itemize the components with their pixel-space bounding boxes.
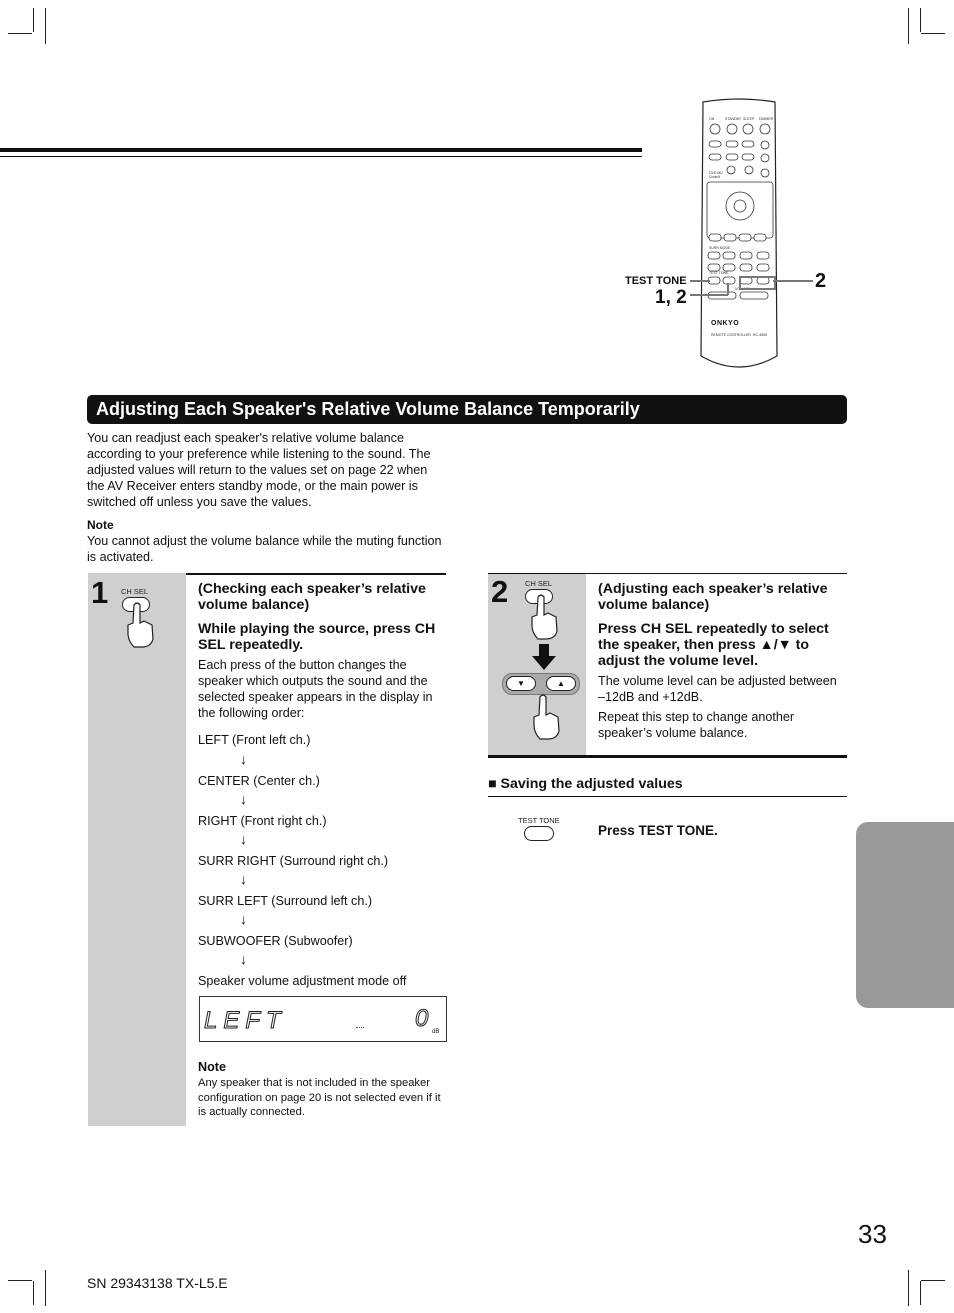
intro-text: You can readjust each speaker's relative volume balance according to your preference while listening to the sound. The adjusted values will return to the values set on page 22 when the AV Receiver enters standby mode, or the main power is switched off unless you save the values. (87, 431, 431, 509)
step-2-button-label: CH SEL (525, 579, 553, 588)
svg-text:SURR MODE: SURR MODE (709, 246, 731, 250)
sequence-arrow: ↓ (240, 871, 247, 887)
crop-mark (920, 1281, 921, 1305)
step-2-number: 2 (491, 574, 509, 609)
svg-text:TEST TONE: TEST TONE (709, 271, 729, 275)
step-1-note-text: Any speaker that is not included in the speaker configuration on page 20 is not selected even if it is actually connected. (198, 1077, 441, 1118)
crop-mark (908, 8, 909, 44)
callout-test-tone: TEST TONE (625, 275, 687, 287)
step-2-rule-top (488, 573, 847, 574)
lcd-value: 0 (415, 1005, 429, 1032)
step-2-heading-2: Press CH SEL repeatedly to select the speaker, then press ▲/▼ to adjust the volume level. (598, 621, 829, 669)
step-2-rule-bottom (488, 755, 847, 758)
sequence-item: LEFT (Front left ch.) (198, 733, 311, 747)
step-1-note-heading: Note (198, 1060, 226, 1074)
page-number: 33 (858, 1219, 887, 1249)
volume-up-button: ▲ (546, 676, 576, 691)
lcd-display (199, 996, 447, 1042)
header-rule-thin (0, 156, 642, 157)
sequence-arrow: ↓ (240, 791, 247, 807)
crop-mark (45, 1270, 46, 1306)
saving-heading: ■ Saving the adjusted values (488, 776, 847, 797)
callout-line-12 (690, 294, 728, 296)
crop-mark (33, 8, 34, 32)
svg-text:VOLUME: VOLUME (735, 287, 750, 291)
crop-mark (920, 8, 921, 32)
step-2 (488, 573, 847, 758)
callout-line-2 (773, 280, 813, 282)
sequence-arrow: ↓ (240, 911, 247, 927)
step-2-body-1: The volume level can be adjusted between –12dB and +12dB. (598, 674, 837, 704)
lcd-unit: dB (432, 1029, 440, 1035)
sequence-item: SURR LEFT (Surround left ch.) (198, 894, 373, 908)
remote-brand: ONKYO (711, 320, 740, 327)
callout-step-2: 2 (815, 270, 827, 292)
down-arrow-icon (532, 644, 556, 670)
svg-text:SLEEP: SLEEP (743, 117, 755, 121)
step-1-number: 1 (91, 575, 109, 610)
saving-instruction: Press TEST TONE. (598, 823, 718, 838)
callout-line-tt (690, 280, 710, 282)
hand-press-icon (528, 593, 560, 641)
crop-mark (921, 1280, 945, 1281)
svg-text:REMOTE CONTROLLER: REMOTE CONTROLLER (711, 333, 751, 337)
lcd-text: LEFT (204, 1007, 287, 1034)
sequence-item: Speaker volume adjustment mode off (198, 974, 407, 988)
crop-mark (908, 1270, 909, 1306)
remote-illustration (695, 98, 783, 374)
hand-press-icon (124, 601, 156, 649)
crop-mark (33, 1281, 34, 1305)
step-1-rule (186, 573, 446, 575)
footer-code: SN 29343138 TX-L5.E (87, 1275, 228, 1291)
hand-press-icon (530, 693, 562, 741)
chapter-tab (856, 822, 954, 1008)
remote-highlight-box (739, 276, 776, 290)
svg-text:Control: Control (709, 175, 721, 179)
step-1-heading-2: While playing the source, press CH SEL repeatedly. (198, 621, 436, 653)
step-1 (88, 573, 446, 1126)
crop-mark (8, 1280, 32, 1281)
svg-text:RC-455S: RC-455S (753, 333, 768, 337)
svg-text:STANDBY: STANDBY (725, 117, 742, 121)
crop-mark (45, 8, 46, 44)
step-1-sidebar (88, 573, 186, 1126)
sequence-item: SURR RIGHT (Surround right ch.) (198, 854, 389, 868)
lcd-colon (356, 1027, 364, 1029)
svg-text:DIMMER: DIMMER (759, 117, 774, 121)
test-tone-label: TEST TONE (518, 816, 560, 825)
svg-text:ON: ON (709, 117, 715, 121)
sequence-item: RIGHT (Front right ch.) (198, 814, 327, 828)
crop-mark (921, 33, 945, 34)
intro-note-text: You cannot adjust the volume balance while the muting function is activated. (87, 534, 442, 564)
sequence-arrow: ↓ (240, 951, 247, 967)
svg-text:DVD MD: DVD MD (709, 171, 723, 175)
intro-note-heading: Note (87, 518, 114, 532)
step-2-heading-1: (Adjusting each speaker’s relative volume balance) (598, 581, 828, 613)
crop-mark (8, 33, 32, 34)
callout-line-12-v (727, 283, 729, 295)
section-title: Adjusting Each Speaker's Relative Volume Balance Temporarily (87, 395, 847, 424)
step-2-body-2: Repeat this step to change another speaker’s volume balance. (598, 710, 795, 740)
test-tone-button (524, 826, 554, 841)
step-1-body: Each press of the button changes the speaker which outputs the sound and the selected speaker appears in the display in the following order: (198, 658, 433, 720)
header-rule (0, 148, 642, 152)
intro-block (87, 430, 447, 565)
volume-down-button: ▼ (506, 676, 536, 691)
sequence-item: SUBWOOFER (Subwoofer) (198, 934, 353, 948)
step-1-heading-1: (Checking each speaker’s relative volume balance) (198, 581, 426, 613)
step-1-button-label: CH SEL (121, 587, 149, 596)
sequence-arrow: ↓ (240, 751, 247, 767)
sequence-arrow: ↓ (240, 831, 247, 847)
sequence-item: CENTER (Center ch.) (198, 774, 320, 788)
callout-step-12: 1, 2 (655, 287, 687, 308)
